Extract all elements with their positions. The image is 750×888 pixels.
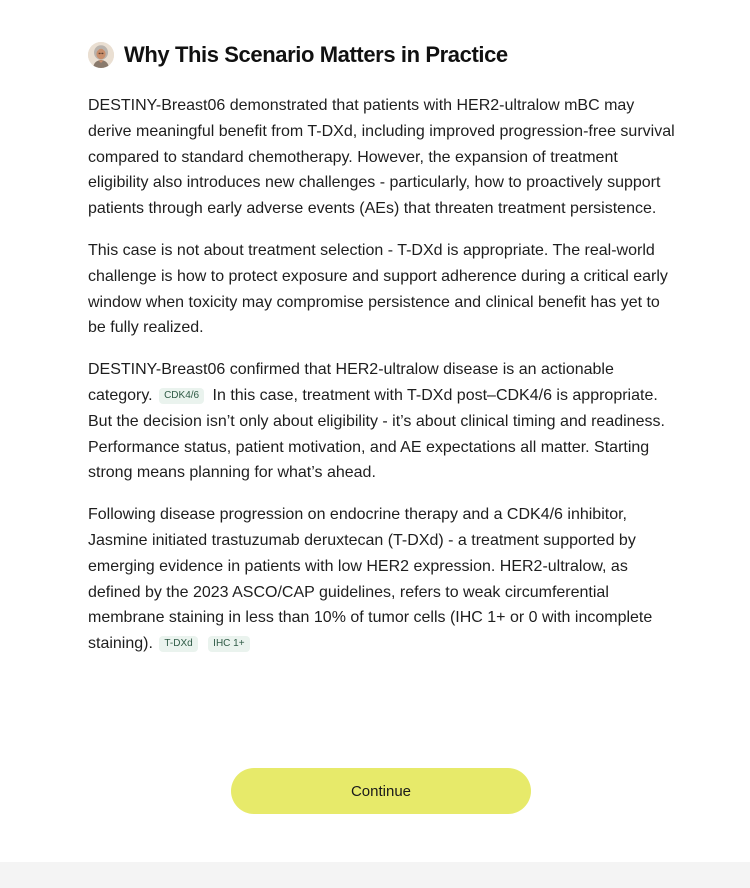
paragraph-text: In this case, treatment with T-DXd post–CDK4/6 is appropriate. But the decision isn’t only about eligibility - it’s about clinical timing and readiness. Performance status, patient motivation, and AE expectations all matter. Starting strong means planning for what’s ahead. xyxy=(88,386,665,482)
reference-tag-tdxd[interactable]: T-DXd xyxy=(159,636,197,652)
page-title: Why This Scenario Matters in Practice xyxy=(124,42,508,67)
paragraph-text: DESTINY-Breast06 confirmed that HER2-ultralow disease is an actionable category. xyxy=(88,361,614,404)
paragraph-text: This case is not about treatment selection - T-DXd is appropriate. The real-world challenge is how to protect exposure and support adherence during a critical early window when toxicity may compromise persistence and clinical benefit has yet to be fully realized. xyxy=(88,241,668,337)
continue-button[interactable]: Continue xyxy=(231,768,531,814)
paragraph-challenge xyxy=(88,238,678,341)
paragraph-eligibility xyxy=(88,357,678,486)
patient-avatar-icon xyxy=(88,42,114,68)
reference-tag-cdk46[interactable]: CDK4/6 xyxy=(159,388,204,404)
paragraph-case-background xyxy=(88,502,678,657)
section-header xyxy=(88,40,508,70)
paragraph-text: Following disease progression on endocrine therapy and a CDK4/6 inhibitor, Jasmine initiated trastuzumab deruxtecan (T-DXd) - a treatment supported by emerging evidence in patients with low HER2 expression. HER2-ultralow, as defined by the 2023 ASCO/CAP guidelines, refers to weak circumferential membrane staining in less than 10% of tumor cells (IHC 1+ or 0 with incomplete staining). xyxy=(88,506,653,653)
footer-strip xyxy=(0,862,750,888)
reference-tag-ihc[interactable]: IHC 1+ xyxy=(208,636,249,652)
paragraph-text: DESTINY-Breast06 demonstrated that patients with HER2-ultralow mBC may derive meaningful benefit from T-DXd, including improved progression-free survival compared to standard chemotherapy. However, the expansion of treatment eligibility also introduces new challenges - particularly, how to proactively support patients through early adverse events (AEs) that threaten treatment persistence. xyxy=(88,97,675,218)
paragraph-overview xyxy=(88,93,678,222)
content-body xyxy=(88,93,678,673)
